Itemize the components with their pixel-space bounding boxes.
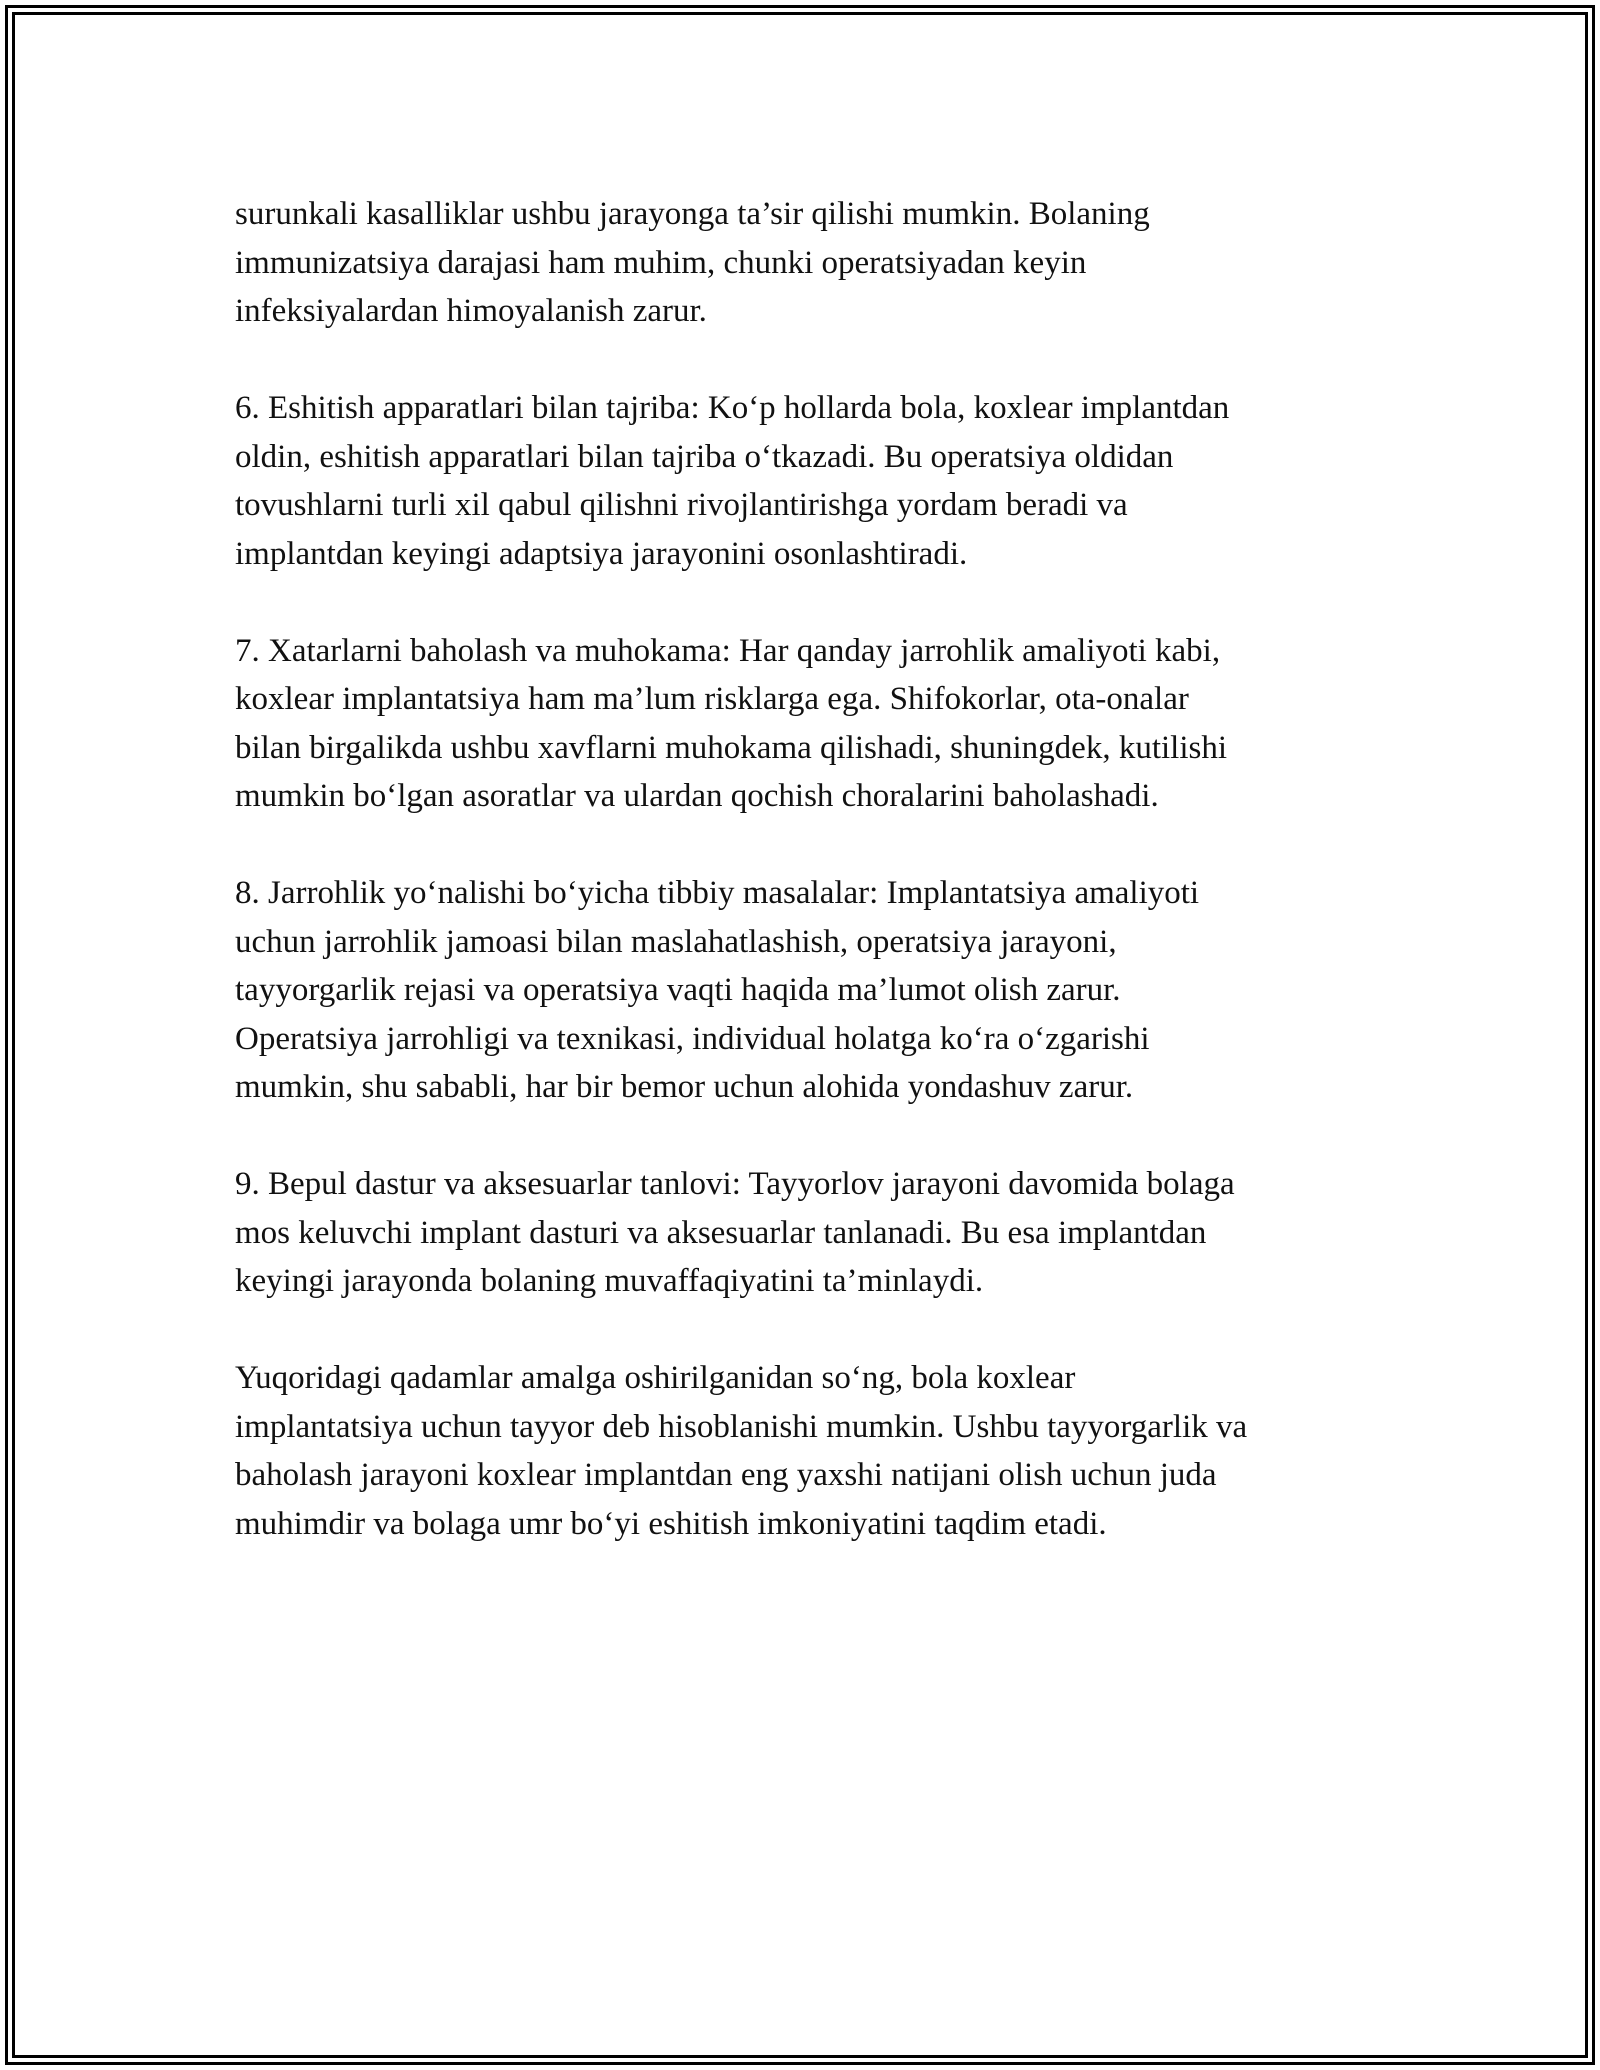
text-line: 8. Jarrohlik yo‘nalishi bo‘yicha tibbiy masalalar: Implantatsiya amaliyoti [235, 875, 1200, 911]
text-line: baholash jarayoni koxlear implantdan eng yaxshi natijani olish uchun juda [235, 1457, 1217, 1493]
text-line: keyingi jarayonda bolaning muvaffaqiyatini ta’minlaydi. [235, 1263, 984, 1299]
text-line: uchun jarrohlik jamoasi bilan maslahatlashish, operatsiya jarayoni, [235, 923, 1117, 960]
paragraph-item-6 [235, 384, 1375, 578]
text-line: 7. Xatarlarni baholash va muhokama: Har qanday jarrohlik amaliyoti kabi, [235, 632, 1221, 669]
text-line: koxlear implantatsiya ham ma’lum risklarga ega. Shifokorlar, ota-onalar [235, 681, 1189, 717]
paragraph-conclusion [235, 1354, 1375, 1548]
text-line: mos keluvchi implant dasturi va aksesuarlar tanlanadi. Bu esa implantdan [235, 1214, 1207, 1251]
text-line: oldin, eshitish apparatlari bilan tajriba o‘tkazadi. Bu operatsiya oldidan [235, 438, 1174, 475]
text-line: surunkali kasalliklar ushbu jarayonga ta’sir qilishi mumkin. Bolaning [235, 196, 1150, 232]
text-line: implantdan keyingi adaptsiya jarayonini osonlashtiradi. [235, 535, 968, 572]
text-line: mumkin, shu sababli, har bir bemor uchun alohida yondashuv zarur. [235, 1069, 1134, 1105]
text-line: implantatsiya uchun tayyor deb hisoblanishi mumkin. Ushbu tayyorgarlik va [235, 1408, 1248, 1445]
paragraph-item-9 [235, 1160, 1375, 1306]
paragraph-item-8 [235, 869, 1375, 1112]
text-line: tayyorgarlik rejasi va operatsiya vaqti haqida ma’lumot olish zarur. [235, 972, 1121, 1008]
document-body [235, 190, 1375, 1597]
text-line: tovushlarni turli xil qabul qilishni rivojlantirishga yordam beradi va [235, 487, 1128, 523]
text-line: Operatsiya jarrohligi va texnikasi, individual holatga ko‘ra o‘zgarishi [235, 1020, 1150, 1057]
text-line: mumkin bo‘lgan asoratlar va ulardan qochish choralarini baholashadi. [235, 778, 1159, 814]
text-line: bilan birgalikda ushbu xavflarni muhokama qilishadi, shuningdek, kutilishi [235, 729, 1228, 766]
text-line: immunizatsiya darajasi ham muhim, chunki operatsiyadan keyin [235, 244, 1087, 281]
text-line: Yuqoridagi qadamlar amalga oshirilganidan so‘ng, bola koxlear [235, 1360, 1076, 1396]
text-line: 9. Bepul dastur va aksesuarlar tanlovi: Tayyorlov jarayoni davomida bolaga [235, 1166, 1235, 1202]
text-line: infeksiyalardan himoyalanish zarur. [235, 293, 707, 329]
text-line: muhimdir va bolaga umr bo‘yi eshitish imkoniyatini taqdim etadi. [235, 1505, 1107, 1542]
paragraph-item-7 [235, 627, 1375, 821]
text-line: 6. Eshitish apparatlari bilan tajriba: Ko‘p hollarda bola, koxlear implantdan [235, 390, 1230, 426]
paragraph-immunization [235, 190, 1375, 336]
